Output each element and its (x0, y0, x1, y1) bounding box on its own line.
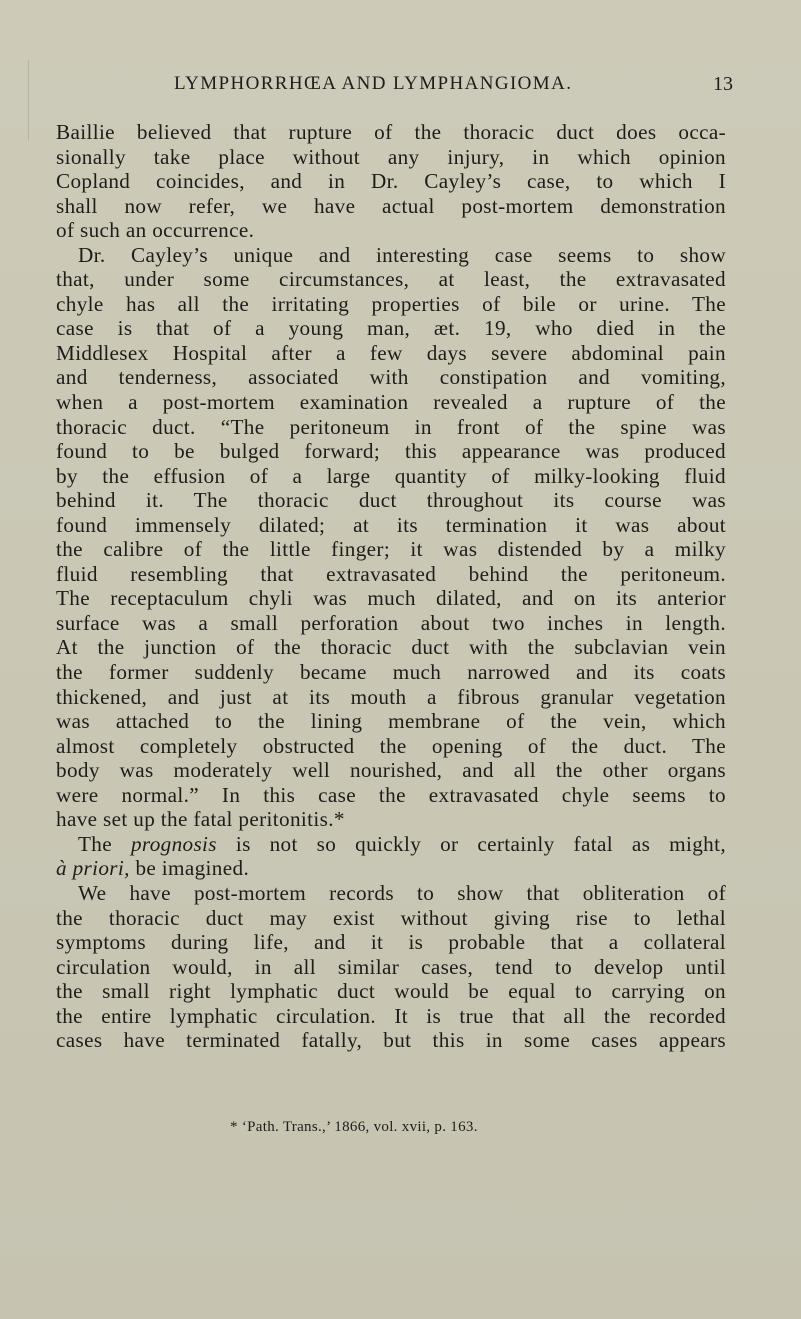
text-line: and tenderness, associated with constipation and vomiting, (56, 365, 726, 390)
text-line: Middlesex Hospital after a few days severe abdominal pain (56, 340, 726, 365)
text-line: was attached to the lining membrane of the vein, which (56, 709, 726, 734)
text-line: fluid resembling that extravasated behind the peritoneum. (56, 561, 726, 586)
text-line: body was moderately well nourished, and all the other organs (56, 758, 726, 783)
text-line: when a post-mortem examination revealed a rupture of the (56, 390, 726, 415)
running-head (0, 73, 801, 103)
text-line: symptoms during life, and it is probable that a collateral (56, 930, 726, 955)
text-line: cases have terminated fatally, but this in some cases appears (56, 1028, 726, 1053)
page-number: 13 (713, 73, 733, 95)
text-line: that, under some circumstances, at least, the extravasated (56, 267, 726, 292)
text-line: We have post-mortem records to show that obliteration of (78, 880, 726, 905)
footnote: * ‘Path. Trans.,’ 1866, vol. xvii, p. 163. (230, 1119, 478, 1135)
italic-term: prognosis (130, 831, 217, 856)
text-line: chyle has all the irritating properties of bile or urine. The (56, 291, 726, 316)
text-line: almost completely obstructed the opening of the duct. The (56, 733, 726, 758)
text-line-prognosis (56, 832, 726, 857)
text-line: sionally take place without any injury, in which opinion (56, 144, 726, 169)
text-fragment: be imagined. (135, 856, 250, 881)
text-line: the former suddenly became much narrowed and its coats (56, 660, 726, 685)
text-line: the entire lymphatic circulation. It is true that all the recorded (56, 1003, 726, 1028)
text-fragment: The (78, 831, 112, 856)
text-line: found to be bulged forward; this appearance was produced (56, 439, 726, 464)
text-line: thoracic duct. “The peritoneum in front of the spine was (56, 414, 726, 439)
text-line: At the junction of the thoracic duct with the subclavian vein (56, 635, 726, 660)
running-title: LYMPHORRHŒA AND LYMPHANGIOMA. (174, 73, 573, 94)
text-line: were normal.” In this case the extravasated chyle seems to (56, 782, 726, 807)
text-line-a-priori (56, 856, 726, 881)
text-line: case is that of a young man, æt. 19, who died in the (56, 316, 726, 341)
text-line: shall now refer, we have actual post-mortem demonstration (56, 193, 726, 218)
text-line: have set up the fatal peritonitis.* (56, 807, 345, 832)
text-line: circulation would, in all similar cases, tend to develop until (56, 954, 726, 979)
text-line: thickened, and just at its mouth a fibrous granular vegetation (56, 684, 726, 709)
text-line: of such an occurrence. (56, 218, 255, 243)
italic-term: à priori, (56, 856, 130, 881)
text-line: by the effusion of a large quantity of milky-looking fluid (56, 463, 726, 488)
text-line: Baillie believed that rupture of the thoracic duct does occa- (56, 120, 726, 144)
text-line: found immensely dilated; at its termination it was about (56, 512, 726, 537)
text-line: the calibre of the little finger; it was distended by a milky (56, 537, 726, 562)
text-line: the thoracic duct may exist without giving rise to lethal (56, 905, 726, 930)
text-fragment: is not so quickly or certainly fatal as might, (235, 831, 726, 856)
body-text (56, 120, 726, 1053)
text-line: Dr. Cayley’s unique and interesting case seems to show (78, 242, 726, 267)
text-line: surface was a small perforation about two inches in length. (56, 610, 726, 635)
text-line: behind it. The thoracic duct throughout its course was (56, 488, 726, 513)
text-line: The receptaculum chyli was much dilated, and on its anterior (56, 586, 726, 611)
text-line: the small right lymphatic duct would be equal to carrying on (56, 979, 726, 1004)
text-line: Copland coincides, and in Dr. Cayley’s case, to which I (56, 169, 726, 194)
